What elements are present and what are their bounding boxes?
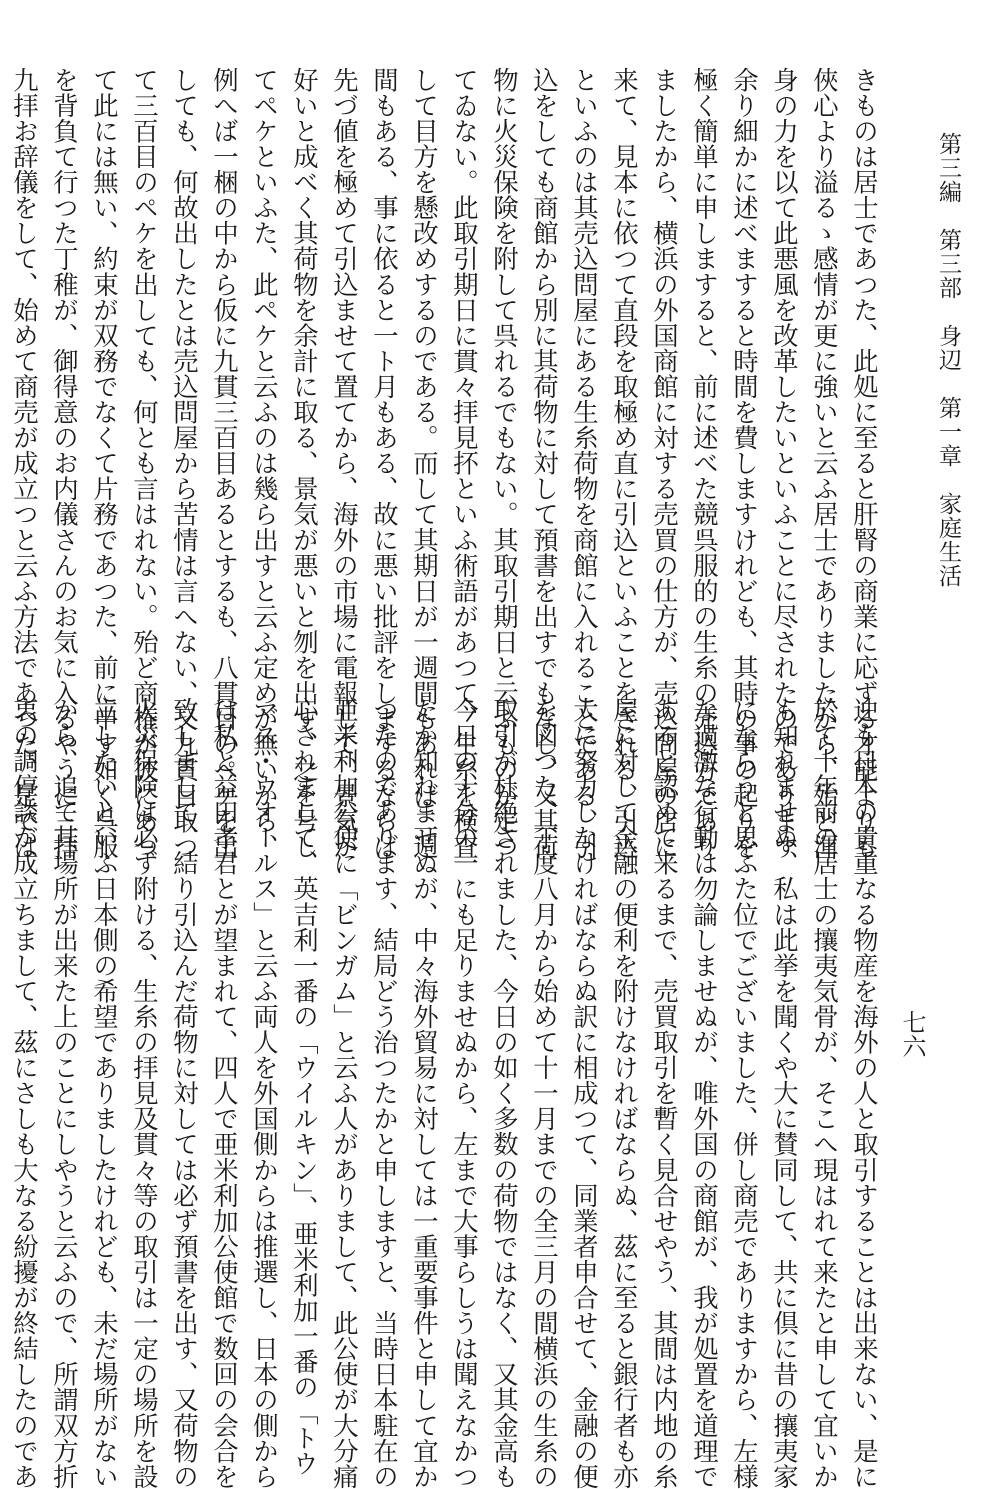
upper-text-line: を背負て行つた丁稚が、御得意のお内儀さんのお気に入るやうに三拝 — [50, 67, 80, 860]
page-number: 七六 — [898, 1010, 926, 1058]
lower-text-line: は私と益田孝君とが望まれて、四人で亜米利加公使館で数回の会合を — [210, 697, 240, 1489]
upper-text-line: きものは居士であつた、此処に至ると肝腎の商業に応ずる才能よりも — [850, 67, 880, 860]
upper-text-line: てゐない。此取引期日に貫々拝見抔といふ術語があつて、生糸を検査 — [450, 67, 480, 860]
upper-text-line: 余り細かに述べますると時間を費しますけれども、其時の事の起りを — [730, 67, 760, 860]
lower-text-line: から、追て其場所が出来た上のことにしやうと云ふので、所謂双方折 — [50, 697, 80, 1489]
upper-text-line: 九拝お辞儀をして、始めて商売が成立つと云ふ方法であつた、是では — [10, 67, 40, 860]
upper-text-line: して目方を懸改めするのである。而して其期日が一週間もあれば二週 — [410, 67, 440, 860]
upper-text-line: といふのは其売込問屋にある生糸荷物を商館に入れることである、引 — [570, 67, 600, 860]
upper-text-line: 例へば一梱の中から仮に九貫三百目あるとするも、八貫目のペケを出 — [210, 67, 240, 860]
upper-text-line: 物に火災保険を附して呉れるでもない。其取引期日と云ふものが定つ — [490, 67, 520, 860]
lower-text-line: 今日の十分の一にも足りませぬから、左まで大事らしうは聞えなかつ — [450, 697, 480, 1489]
upper-text-line: て此には無い、約束が双務でなくて片務であつた、前に申す如く呉服 — [90, 67, 120, 860]
upper-text-line: てペケといふた、此ペケと云ふのは幾ら出すと云ふ定めが無いから、 — [250, 67, 280, 860]
upper-text-line: 間もある、事に依ると一ト月もある、故に悪い批評をしまするならば — [370, 67, 400, 860]
running-header — [885, 132, 963, 652]
lower-text-line: マス・ウオールス」と云ふ両人を外国側からは推選し、日本の側から — [250, 697, 280, 1489]
header-text: 第三編 第三部 身辺 第一章 家庭生活 — [935, 132, 961, 588]
upper-text-line: しても、何故出したとは売込問屋から苦情は言へない、又九貫目取つ — [170, 67, 200, 860]
lower-text-line: を図つた、丁度八月から始めて十一月までの全三月の間横浜の生糸の — [530, 697, 560, 1489]
lower-text-line: な過激な行動は勿論しませぬが、唯外国の商館が、我が処置を道理で — [690, 697, 720, 1489]
upper-text-line: 俠心より溢るゝ感情が更に強いと云ふ居士でありましたから、殆ど渾 — [810, 67, 840, 860]
lower-text-line: 大に努力しなければならぬ訳に相成つて、同業者申合せて、金融の便 — [570, 697, 600, 1489]
lower-text-line: 衷の調停談が成立ちまして、茲にさしも大なる紛擾が終結したのであ — [10, 697, 40, 1489]
upper-text-line: 極く簡単に申しますると、前に述べた競呉服的の生糸の売込方であり — [690, 67, 720, 860]
upper-text-block — [10, 67, 885, 860]
upper-text-line: ましたから、横浜の外国商館に対する売買の仕方が、売込問屋の店に — [650, 67, 680, 860]
lower-text-block — [10, 697, 885, 1489]
lower-text-line: 心されまして、英吉利一番の「ウイルキン」、亜米利加一番の「トウ — [290, 697, 320, 1477]
upper-text-line: 好いと成べく其荷物を余計に取る、景気が悪いと刎を出す、之を号し — [290, 67, 320, 860]
lower-text-line: 迚も日本の貴重なる物産を海外の人と取引することは出来ない、是に — [850, 697, 880, 1489]
upper-text-line: 込をしても商館から別に其荷物に対して預書を出すでもなし、又其荷 — [530, 67, 560, 860]
lower-text-line: 火災保険は必ず附ける、生糸の拝見及貫々等の取引は一定の場所を設 — [130, 697, 160, 1489]
lower-text-line: 立したいといふ日本側の希望でありましたけれども、未だ場所がない — [90, 697, 120, 1489]
upper-text-line: て三百目のペケを出しても、何とも言はれない。殆ど商権が彼にあつ — [130, 67, 160, 860]
lower-text-line: あると認めて来るまで、売買取引を暫く見合せやう、其間は内地の糸 — [650, 697, 680, 1489]
lower-text-line: 於て十年前の居士の攘夷気骨が、そこへ現はれて来たと申して宜いか — [810, 697, 840, 1489]
lower-text-line: も知れませぬ、私は此挙を聞くや大に賛同して、共に倶に昔の攘夷家 — [770, 697, 800, 1489]
lower-text-line: たか知れませぬが、中々海外貿易に対しては一重要事件と申して宜か — [410, 697, 440, 1489]
lower-text-line: 屋に対して金融の便利を附けなければならぬ、茲に至ると銀行者も亦 — [610, 697, 640, 1489]
lower-text-line: 亜米利加公使に「ビンガム」と云ふ人がありまして、此公使が大分痛 — [330, 697, 360, 1489]
upper-text-line: 先づ値を極めて引込ませて置てから、海外の市場に電報して、景気が — [330, 67, 360, 860]
lower-text-line: 致しまして、結り引込んだ荷物に対しては必ず預書を出す、又荷物の — [170, 697, 200, 1489]
upper-text-line: 来て、見本に依つて直段を取極め直に引込といふことをされる、引込 — [610, 67, 640, 860]
upper-text-line: 身の力を以て此悪風を改革したいといふことに尽されたのであります — [770, 67, 800, 860]
lower-text-line: つたのであります、結局どう治つたかと申しますと、当時日本駐在の — [370, 697, 400, 1489]
lower-text-line: にならうと思ふた位でございました、併し商売でありますから、左様 — [730, 697, 760, 1489]
lower-text-line: 取引が杜絶されました、今日の如く多数の荷物ではなく、又其金高も — [490, 697, 520, 1489]
